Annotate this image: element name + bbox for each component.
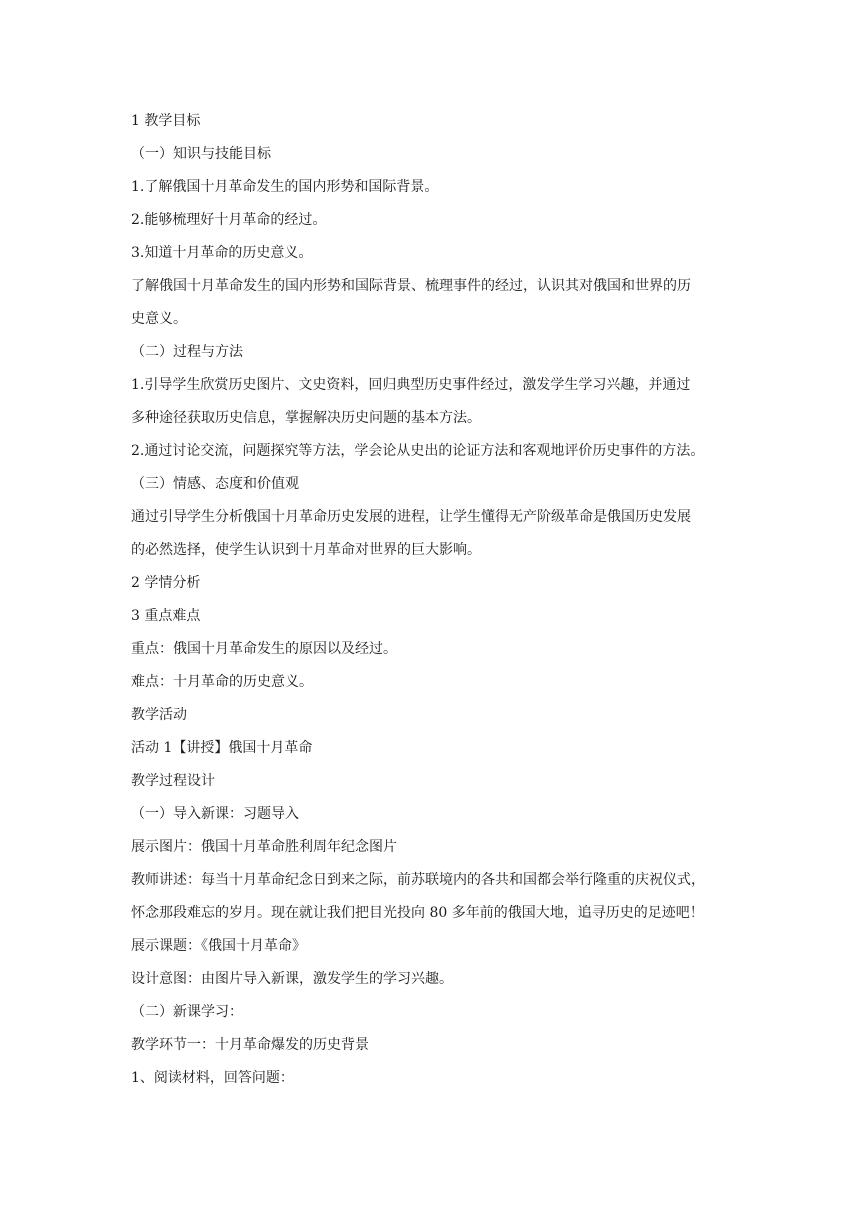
goal-item-3: 3.知道十月革命的历史意义。	[131, 245, 313, 261]
values-text-line-1: 通过引导学生分析俄国十月革命历史发展的进程，让学生懂得无产阶级革命是俄国历史发展	[131, 509, 691, 525]
section-heading-key-difficult-points: 3 重点难点	[131, 608, 201, 624]
section-heading-student-analysis: 2 学情分析	[131, 575, 201, 591]
show-topic-text: 展示课题：《俄国十月革命》	[131, 938, 306, 954]
teaching-process-heading: 教学过程设计	[131, 773, 215, 789]
show-picture-text: 展示图片：俄国十月革命胜利周年纪念图片	[131, 839, 397, 855]
teacher-narration-line-2: 怀念那段难忘的岁月。现在就让我们把目光投向 80 多年前的俄国大地，追寻历史的足迹吧！	[131, 905, 704, 921]
step-2-heading: （二）新课学习：	[131, 1004, 243, 1020]
subsection-heading-knowledge-skills: （一）知识与技能目标	[131, 146, 271, 162]
activity-1-title: 活动 1【讲授】俄国十月革命	[131, 740, 313, 756]
goal-summary-line-2: 史意义。	[131, 311, 187, 327]
values-text-line-2: 的必然选择，使学生认识到十月革命对世界的巨大影响。	[131, 542, 481, 558]
goal-summary-line-1: 了解俄国十月革命发生的国内形势和国际背景、梳理事件的经过，认识其对俄国和世界的历	[131, 278, 691, 294]
key-point-text: 重点：俄国十月革命发生的原因以及经过。	[131, 641, 397, 657]
teacher-narration-line-1: 教师讲述：每当十月革命纪念日到来之际，前苏联境内的各共和国都会举行隆重的庆祝仪式，	[131, 872, 705, 888]
process-item-1-line-2: 多种途径获取历史信息，掌握解决历史问题的基本方法。	[131, 410, 481, 426]
document-body	[131, 110, 734, 1089]
process-item-2: 2.通过讨论交流，问题探究等方法，学会论从史出的论证方法和客观地评价历史事件的方法。	[131, 443, 705, 459]
goal-item-2: 2.能够梳理好十月革命的经过。	[131, 212, 327, 228]
difficult-point-text: 难点：十月革命的历史意义。	[131, 674, 313, 690]
teaching-link-1-heading: 教学环节一：十月革命爆发的历史背景	[131, 1037, 369, 1053]
process-item-1-line-1: 1.引导学生欣赏历史图片、文史资料，回归典型历史事件经过，激发学生学习兴趣，并通过	[131, 377, 691, 393]
goal-item-1: 1.了解俄国十月革命发生的国内形势和国际背景。	[131, 179, 439, 195]
subsection-heading-process-method: （二）过程与方法	[131, 344, 243, 360]
design-intent-text: 设计意图：由图片导入新课，激发学生的学习兴趣。	[131, 971, 453, 987]
reading-task-text: 1、阅读材料，回答问题：	[131, 1070, 294, 1086]
step-1-heading: （一）导入新课：习题导入	[131, 806, 299, 822]
subsection-heading-emotion-values: （三）情感、态度和价值观	[131, 476, 299, 492]
section-heading-teaching-goals: 1 教学目标	[131, 113, 201, 129]
section-heading-teaching-activities: 教学活动	[131, 707, 187, 723]
